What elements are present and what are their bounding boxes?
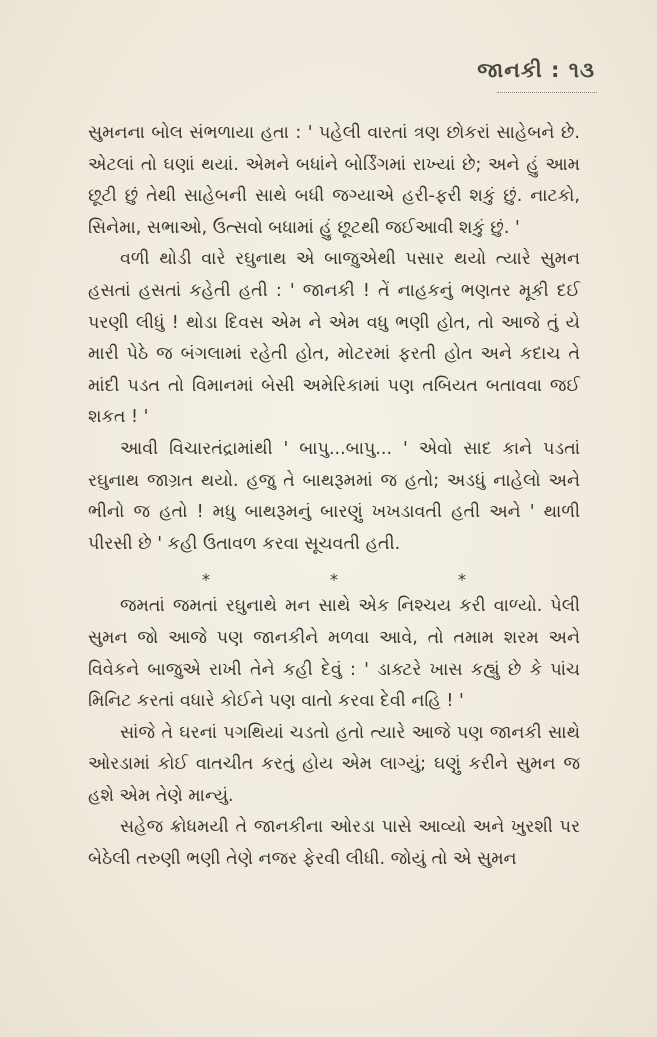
page-body	[88, 118, 580, 876]
paragraph-2: વળી થોડી વારે રઘુનાથ એ બાજુએથી પસાર થયો ત્યારે સુમન હસતાં હસતાં કહેતી હતી : ' જાનકી ! તેં નાહકનું ભણતર મૂકી દઈ પરણી લીધું ! થોડા દિવસ એમ ને એમ વધુ ભણી હોત, તો આજે તું યે મારી પેઠે જ બંગલામાં રહેતી હોત, મોટરમાં ફરતી હોત અને કદાચ તે માંદી પડત તો વિમાનમાં બેસી અમેરિકામાં પણ તબિયત બતાવવા જઈ શકત ! '	[88, 249, 580, 428]
paragraph-3: આવી વિચારતંદ્રામાંથી ' બાપુ...બાપુ... ' એવો સાદ કાને પડતાં રઘુનાથ જાગ્રત થયો. હજુ તે બાથરૂમમાં જ હતો; અડધું નાહેલો અને ભીનો જ હતો ! મધુ બાથરૂમનું બારણું ખખડાવતી હતી અને ' થાળી પીરસી છે ' કહી ઉતાવળ કરવા સૂચવતી હતી.	[88, 438, 580, 554]
paragraph-1: સુમનના બોલ સંભળાયા હતા : ' પહેલી વારતાં ત્રણ છોકરાં સાહેબને છે. એટલાં તો ઘણાં થયાં. એમને બધાંને બોર્ડિંગમાં રાખ્યાં છે; અને હું આમ છૂટી છું તેથી સાહેબની સાથે બધી જગ્યાએ હરી-ફરી શકું છું. નાટકો, સિનેમા, સભાઓ, ઉત્સવો બધામાં હું છૂટથી જઈઆવી શકું છું. '	[88, 123, 580, 238]
header-underline	[497, 88, 597, 93]
paragraph-6: સહેજ ક્રોધમયી તે જાનકીના ઓરડા પાસે આવ્યો અને ખુરશી પર બેઠેલી તરુણી ભણી તેણે નજર ફેરવી લીધી. જોયું તો એ સુમન	[88, 817, 580, 870]
section-separator	[88, 560, 580, 591]
separator-star-1: *	[202, 570, 210, 590]
paragraph-5: સાંજે તે ઘરનાં પગથિયાં ચડતો હતો ત્યારે આજે પણ જાનકી સાથે ઓરડામાં કોઈ વાતચીત કરતું હોય એમ લાગ્યું; ઘણું કરીને સુમન જ હશે એમ તેણે માન્યું.	[88, 722, 580, 806]
paragraph-4: જમતાં જમતાં રઘુનાથે મન સાથે એક નિશ્ચય કરી વાળ્યો. પેલી સુમન જો આજે પણ જાનકીને મળવા આવે, તો તમામ શરમ અને વિવેકને બાજુએ રાખી તેને કહી દેવું : ' ડાક્ટરે ખાસ કહ્યું છે કે પાંચ મિનિટ કરતાં વધારે કોઈને પણ વાતો કરવા દેવી નહિ ! '	[88, 596, 580, 712]
separator-star-2: *	[330, 570, 338, 590]
separator-star-3: *	[458, 570, 466, 590]
running-header: જાનકી : ૧૩	[477, 58, 595, 82]
